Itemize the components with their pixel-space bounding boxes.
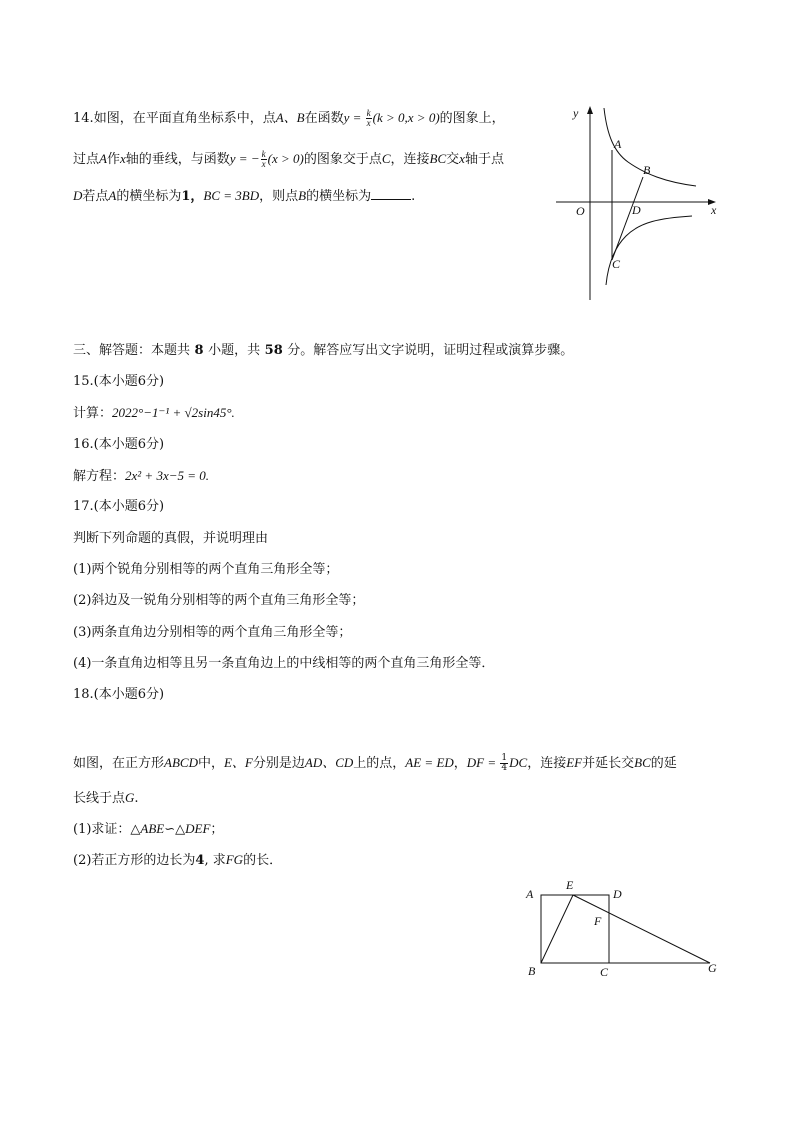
segment-EG bbox=[573, 895, 710, 963]
q14-line-1: 14.如图，在平面直角坐标系中，点A、B在函数y = $\frac{k}{x}$ (k > 0,x > 0)的图象上， bbox=[73, 108, 505, 128]
segment-BE bbox=[541, 895, 573, 963]
square-figure bbox=[520, 875, 730, 983]
q18-part-1: (1)求证：△ABE∽△DEF； bbox=[73, 821, 224, 837]
q16-body: 解方程：2x² + 3x−5 = 0. bbox=[73, 468, 210, 484]
q15-body: 计算：2022°−1⁻¹ + √2sin45°. bbox=[73, 405, 235, 421]
q17-item-2: (2)斜边及一锐角分别相等的两个直角三角形全等； bbox=[73, 593, 365, 608]
label-E: E bbox=[566, 878, 574, 892]
q14-number: 14. bbox=[73, 111, 94, 126]
label-D: D bbox=[632, 203, 641, 217]
lower-hyperbola bbox=[606, 216, 692, 285]
q17-intro: 判断下列命题的真假，并说明理由 bbox=[73, 531, 269, 546]
segment-BC bbox=[612, 177, 643, 260]
label-x: x bbox=[711, 203, 717, 217]
square-ABCD bbox=[541, 895, 609, 963]
label-A: A bbox=[614, 137, 622, 151]
q17-item-1: (1)两个锐角分别相等的两个直角三角形全等； bbox=[73, 562, 339, 577]
y-axis-arrow bbox=[587, 106, 593, 114]
q18-line-2: 长线于点G. bbox=[73, 790, 139, 806]
q15-header: 15.(本小题6分) bbox=[73, 374, 165, 389]
label-C: C bbox=[600, 965, 609, 979]
q17-item-4: (4)一条直角边相等且另一条直角边上的中线相等的两个直角三角形全等． bbox=[73, 656, 495, 671]
q18-line-1: 如图，在正方形ABCD中，E、F分别是边AD、CD上的点，AE = ED，DF = $\frac{1}{4}$ DC，连接EF并延长交BC的延 bbox=[73, 753, 677, 773]
label-A: A bbox=[526, 887, 534, 901]
q17-header: 17.(本小题6分) bbox=[73, 499, 165, 514]
q14-line-2: 过点A作x轴的垂线，与函数y = − $\frac{k}{x}$ (x > 0)的图象交于点C，连接BC交x轴于点 bbox=[73, 149, 504, 169]
q16-header: 16.(本小题6分) bbox=[73, 437, 165, 452]
hyperbola-figure bbox=[550, 100, 730, 305]
fraction-k-over-x-2: $\frac{k}{x}$ bbox=[261, 149, 266, 169]
answer-blank[interactable] bbox=[371, 187, 411, 200]
fraction-one-quarter: $\frac{1}{4}$ bbox=[501, 753, 508, 773]
label-B: B bbox=[643, 163, 651, 177]
label-G: G bbox=[708, 961, 717, 975]
q17-item-3: (3)两条直角边分别相等的两个直角三角形全等； bbox=[73, 625, 352, 640]
label-C: C bbox=[612, 257, 621, 271]
label-D: D bbox=[613, 887, 622, 901]
q14-line-3: D若点A的横坐标为1，BC = 3BD，则点B的横坐标为 . bbox=[73, 188, 416, 204]
label-y: y bbox=[573, 106, 579, 120]
q18-part-2: (2)若正方形的边长为4, 求FG的长． bbox=[73, 852, 283, 868]
label-F: F bbox=[594, 914, 602, 928]
label-O: O bbox=[576, 204, 585, 218]
q18-header: 18.(本小题6分) bbox=[73, 687, 165, 702]
section-3-header: 三、解答题：本题共 8 小题，共 58 分。解答应写出文字说明，证明过程或演算步骤。 bbox=[73, 343, 574, 358]
label-B: B bbox=[528, 964, 536, 978]
fraction-k-over-x: $\frac{k}{x}$ bbox=[366, 108, 371, 128]
